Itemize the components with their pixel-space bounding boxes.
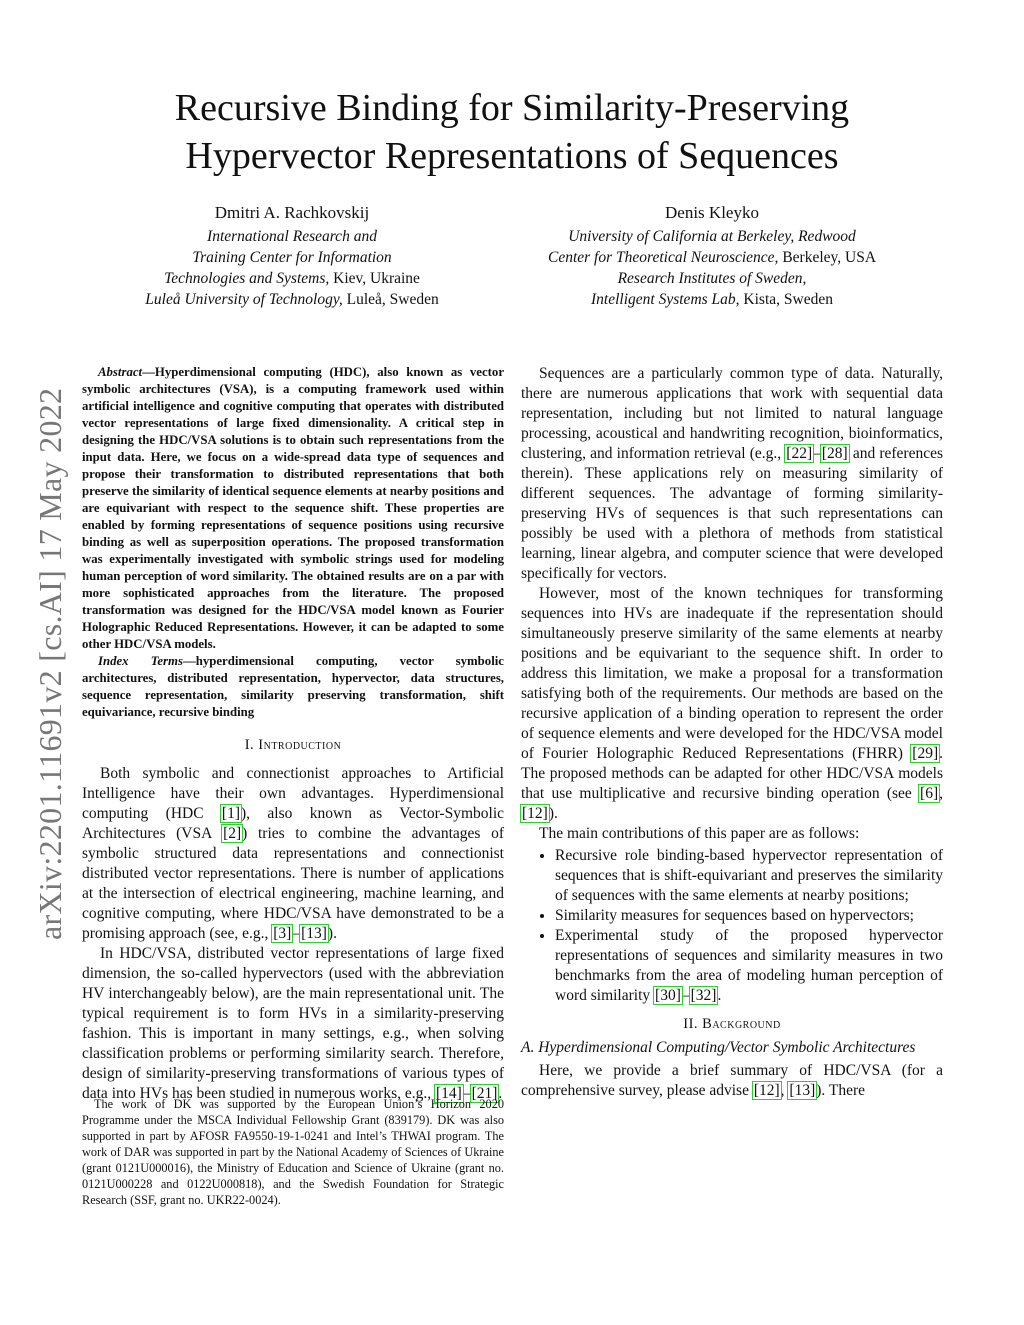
subsection-heading: A. Hyperdimensional Computing/Vector Symbolic Architectures <box>521 1039 916 1056</box>
list-item: • Similarity measures for sequences based on hypervectors; <box>555 906 943 926</box>
list-item: • Recursive role binding-based hypervector representation of sequences that is shift-equivariant and preserves the similarity of sequences with the same elements at nearby positions; <box>555 846 943 906</box>
author-affiliation-line: Technologies and Systems, Kiev, Ukraine <box>164 270 420 287</box>
citation-link[interactable]: [30] <box>655 987 681 1004</box>
citation-link[interactable]: [14] <box>436 1085 462 1102</box>
citation-link[interactable]: [2] <box>223 825 242 842</box>
citation-link[interactable]: [13] <box>301 925 327 942</box>
author-affiliation-line: International Research and <box>207 228 377 245</box>
paragraph: Here, we provide a brief summary of HDC/VSA (for a comprehensive survey, please advise [12], [13]). There <box>521 1062 943 1099</box>
contributions-list <box>521 846 943 1006</box>
author-name: Dmitri A. Rachkovskij <box>214 203 370 222</box>
paper-title-line-2: Hypervector Representations of Sequences <box>185 135 839 177</box>
author-affiliation-line: University of California at Berkeley, Redwood <box>568 228 856 245</box>
paper-title <box>60 84 964 180</box>
index-terms-text: —hyperdimensional computing, vector symbolic architectures, distributed representation, hypervector, data structures, sequence representation, similarity preserving transformation, shift equivariance, recursive binding <box>82 654 504 719</box>
right-column <box>521 364 943 1101</box>
index-terms <box>82 653 504 721</box>
arxiv-identifier-stamp: arXiv:2201.11691v2 [cs.AI] 17 May 2022 <box>32 387 68 940</box>
author-affiliation-line: Luleå University of Technology, Luleå, Sweden <box>145 291 439 308</box>
author-affiliation-line: Research Institutes of Sweden, <box>617 270 807 287</box>
index-terms-label: Index Terms <box>98 654 183 668</box>
left-column <box>82 364 504 1104</box>
author-block-2 <box>492 202 932 310</box>
citation-link[interactable]: [32] <box>690 987 717 1004</box>
list-item: • Experimental study of the proposed hypervector representations of sequences and similarity measures in two benchmarks from the area of modeling human perception of word similarity [30]–[32]. <box>555 926 943 1006</box>
section-heading-introduction: I. Introduction <box>244 737 342 753</box>
citation-link[interactable]: [22] <box>786 445 813 462</box>
author-block-1 <box>72 202 512 310</box>
paragraph: In HDC/VSA, distributed vector representations of large fixed dimension, the so-called hypervectors (used with the abbreviation HV interchangeably below), are the main representational unit. The typical requirement is to form HVs in a similarity-preserving fashion. This is important in many settings, e.g., when solving classification problems or performing similarity search. Therefore, design of similarity-preserving transformations of various types of data into HVs has been studied in numerous works, e.g., [14]–[21]. <box>82 945 504 1102</box>
citation-link[interactable]: [28] <box>821 445 848 462</box>
author-affiliation-line: Training Center for Information <box>192 249 392 266</box>
abstract-text: —Hyperdimensional computing (HDC), also known as vector symbolic architectures (VSA), is a computing framework used within artificial intelligence and cognitive computing that operates with distributed vector representations of large fixed dimensionality. A critical step in designing the HDC/VSA solutions is to obtain such representations from the input data. Here, we focus on a wide-spread data type of sequences and propose their transformation to distributed representations that both preserve the similarity of identical sequence elements at nearby positions and are equivariant with respect to the sequence shift. These properties are enabled by forming representations of sequence positions using recursive binding as well as superposition operations. The proposed transformation was experimentally investigated with symbolic strings used for modeling human perception of word similarity. The obtained results are on a par with more sophisticated approaches from the literature. The proposed transformation was designed for the HDC/VSA model known as Fourier Holographic Reduced Representations. However, it can be adapted to some other HDC/VSA models. <box>82 365 504 651</box>
abstract <box>82 364 504 653</box>
paper-title-line-1: Recursive Binding for Similarity-Preserving <box>174 87 850 129</box>
citation-link[interactable]: [1] <box>221 805 240 822</box>
citation-link[interactable]: [13] <box>789 1082 816 1099</box>
citation-link[interactable]: [21] <box>471 1085 498 1102</box>
paragraph: Both symbolic and connectionist approaches to Artificial Intelligence have their own advantages. Hyperdimensional computing (HDC [1]), also known as Vector-Symbolic Architectures (VSA [2]) tries to combine the advantages of symbolic structured data representations and connectionist distributed vector representations. There is number of applications at the intersection of electrical engineering, machine learning, and cognitive computing, where HDC/VSA have demonstrated to be a promising approach (see, e.g., [3]–[13]). <box>82 765 505 942</box>
author-affiliation-line: Center for Theoretical Neuroscience, Berkeley, USA <box>547 249 877 266</box>
citation-link[interactable]: [12] <box>522 805 548 822</box>
paragraph: The main contributions of this paper are as follows: <box>539 825 860 842</box>
abstract-label: Abstract <box>98 365 143 379</box>
citation-link[interactable]: [6] <box>920 785 939 802</box>
paragraph: However, most of the known techniques for transforming sequences into HVs are inadequate if the representation should simultaneously preserve similarity of the same elements at nearby positions and be equivariant to the sequence shift. In order to address this limitation, we make a proposal for a transformation satisfying both of the requirements. Our methods are based on the recursive application of a binding operation to represent the order of sequence elements and were developed for the HDC/VSA model of Fourier Holographic Reduced Representations (FHRR) [29]. The proposed methods can be adapted for other HDC/VSA models that use multiplicative and recursive binding operation (see [6], [12]). <box>521 585 943 822</box>
paragraph: Sequences are a particularly common type of data. Naturally, there are numerous applications that work with sequential data representation, including but not limited to natural language processing, acoustical and handwriting recognition, bioinformatics, clustering, and information retrieval (e.g., [22]–[28] and references therein). These applications rely on measuring similarity of different sequences. The advantage of forming similarity-preserving HVs of sequences is that such representations can possibly be used with a plethora of methods from statistical learning, linear algebra, and computer science that were developed specifically for vectors. <box>521 365 944 582</box>
author-affiliation-line: Intelligent Systems Lab, Kista, Sweden <box>591 291 833 308</box>
citation-link[interactable]: [12] <box>753 1082 780 1099</box>
citation-link[interactable]: [3] <box>273 925 292 942</box>
funding-footnote: The work of DK was supported by the European Union’s Horizon 2020 Programme under the MSCA Individual Fellowship Grant (839179). DK was also supported in part by AFOSR FA9550-19-1-0241 and Intel’s THWAI program. The work of DAR was supported in part by the National Academy of Sciences of Ukraine (grant 0121U000016), the Ministry of Education and Science of Ukraine (grant no. 0121U000228 and 0122U000818), and the Swedish Foundation for Strategic Research (SSF, grant no. UKR22-0024). <box>82 1097 504 1207</box>
section-heading-background: II. Background <box>683 1016 781 1032</box>
author-name: Denis Kleyko <box>665 203 759 222</box>
citation-link[interactable]: [29] <box>912 745 939 762</box>
